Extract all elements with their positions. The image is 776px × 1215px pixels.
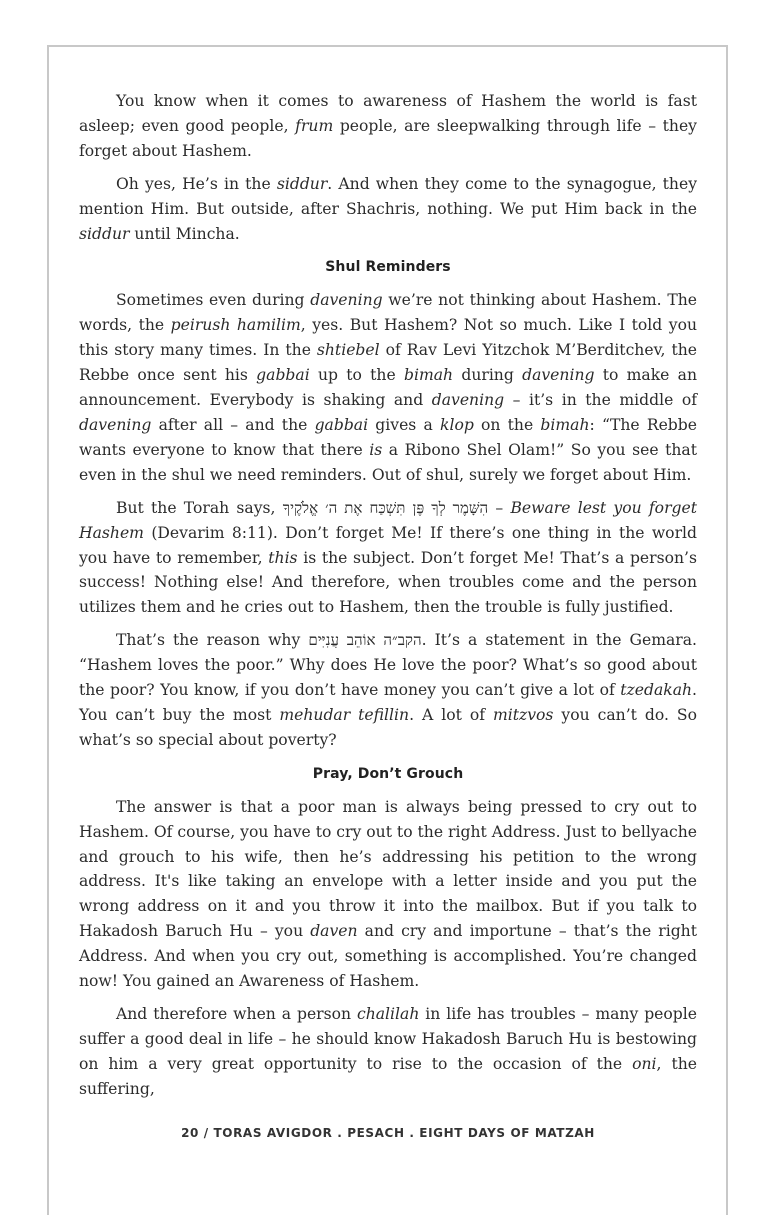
text-run: a Ribono Shel Olam!” So you see that even in the shul we need reminders. Out of shul, surely we forget about Him. bbox=[79, 440, 697, 484]
page-body bbox=[79, 89, 697, 1110]
paragraph bbox=[79, 89, 697, 164]
italic-term: mehudar tefillin bbox=[279, 705, 410, 724]
italic-term: this bbox=[268, 548, 298, 567]
hebrew-quote: הִשָּׁמֶר לְךָ פֶּן תִּשְׁכַּח אֶת ה׳ אֱלֹקֶיךָ bbox=[282, 498, 489, 517]
text-run: we’re not thinking about Hashem. The words, the bbox=[79, 291, 697, 335]
italic-term: chalilah bbox=[356, 1005, 420, 1023]
paragraph bbox=[79, 628, 697, 753]
text-run: is the subject. Don’t forget Me! That’s a person’s success! Nothing else! And therefore, when troubles come and the person utilizes them and he cries out to Hashem, then the trouble is fully justified. bbox=[79, 548, 698, 617]
text-run: You know when it comes to awareness of Hashem the world is fast asleep; even good people, bbox=[79, 92, 697, 135]
italic-term: gabbai bbox=[314, 415, 369, 434]
text-run: people, are sleepwalking through life – they forget about Hashem. bbox=[79, 116, 697, 160]
text-run: (Devarim 8:11). Don’t forget Me! If there’s one thing in the world you have to remember, bbox=[79, 523, 697, 567]
italic-term: daven bbox=[310, 922, 358, 941]
text-run: Oh yes, He’s in the bbox=[116, 174, 277, 193]
text-run: That’s the reason why bbox=[116, 631, 309, 650]
text-run: after all – and the bbox=[151, 415, 315, 434]
text-run: in life has troubles – many people suffer a good deal in life – he should know Hakadosh Baruch Hu is bestowing on him a very great opportunity to rise to the occasion of the bbox=[79, 1005, 697, 1073]
text-run: The answer is that a poor man is always being pressed to cry out to Hashem. Of course, you have to cry out to the right Address. Just to bellyache and grouch to his wife, then he’s addressing his petition to the wrong address. It's like taking an envelope with a letter inside and you put the wrong address on it and you throw it into the mailbox. But if you talk to Hakadosh Baruch Hu – you bbox=[79, 797, 697, 941]
text-run: , yes. But Hashem? Not so much. Like I told you this story many times. In the bbox=[79, 316, 697, 360]
text-run: . You can’t buy the most bbox=[79, 681, 697, 724]
text-run: during bbox=[453, 366, 523, 385]
text-run: , the suffering, bbox=[79, 1054, 697, 1098]
italic-term: gabbai bbox=[256, 366, 310, 385]
text-run: . A lot of bbox=[409, 705, 493, 724]
text-run: to make an announcement. Everybody is shaking and bbox=[79, 366, 697, 410]
text-run: and cry and importune – that’s the right Address. And when you cry out, something is accomplished. You’re changed now! You gained an Awareness of Hashem. bbox=[79, 922, 697, 991]
italic-term: davening bbox=[431, 391, 505, 410]
italic-term: davening bbox=[310, 291, 383, 310]
text-run: . It’s a statement in the Gemara. “Hashem loves the poor.” Why does He love the poor? What’s so good about the poor? You know, if you don’t have money you can’t give a lot of bbox=[79, 631, 697, 700]
italic-term: peirush hamilim bbox=[170, 316, 301, 335]
text-run: But the Torah says, bbox=[116, 498, 283, 517]
text-run: up to the bbox=[309, 366, 404, 385]
hebrew-quote: הקב״ה אוֹהֵב עֲנִיִּים bbox=[308, 631, 422, 650]
paragraph bbox=[79, 1002, 697, 1102]
italic-term: is bbox=[369, 440, 383, 459]
paragraph bbox=[79, 496, 697, 621]
text-run: on the bbox=[473, 415, 541, 434]
text-run: you can’t do. So what’s so special about poverty? bbox=[79, 705, 697, 749]
text-run: gives a bbox=[368, 415, 441, 434]
text-run: – it’s in the middle of bbox=[504, 391, 697, 410]
italic-term: siddur bbox=[276, 174, 328, 193]
italic-term: Beware lest you forget Hashem bbox=[79, 498, 698, 542]
paragraph bbox=[79, 172, 697, 247]
italic-term: bimah bbox=[403, 366, 454, 385]
paragraph bbox=[79, 288, 697, 487]
italic-term: shtiebel bbox=[316, 341, 380, 360]
italic-term: klop bbox=[440, 415, 474, 434]
text-run: : “The Rebbe wants everyone to know that there bbox=[79, 415, 698, 459]
text-run: And therefore when a person bbox=[116, 1005, 357, 1023]
italic-term: siddur bbox=[79, 224, 130, 243]
italic-term: davening bbox=[522, 366, 595, 385]
text-run: until Mincha. bbox=[129, 224, 240, 243]
section-heading: Pray, Don’t Grouch bbox=[312, 765, 464, 782]
text-run: of Rav Levi Yitzchok M’Berditchev, the Rebbe once sent his bbox=[79, 341, 697, 385]
paragraph bbox=[79, 795, 697, 994]
text-run: . And when they come to the synagogue, they mention Him. But outside, after Shachris, nothing. We put Him back in the bbox=[79, 174, 697, 218]
page-footer: 20 / TORAS AVIGDOR . PESACH . EIGHT DAYS OF MATZAH bbox=[181, 1126, 595, 1140]
italic-term: davening bbox=[79, 415, 152, 434]
text-run: Sometimes even during bbox=[116, 291, 311, 310]
italic-term: oni bbox=[632, 1054, 657, 1073]
section-heading: Shul Reminders bbox=[325, 259, 451, 276]
italic-term: tzedakah bbox=[620, 681, 693, 700]
italic-term: frum bbox=[295, 116, 334, 135]
italic-term: bimah bbox=[540, 415, 590, 434]
text-run: – bbox=[488, 498, 511, 517]
italic-term: mitzvos bbox=[492, 705, 554, 724]
